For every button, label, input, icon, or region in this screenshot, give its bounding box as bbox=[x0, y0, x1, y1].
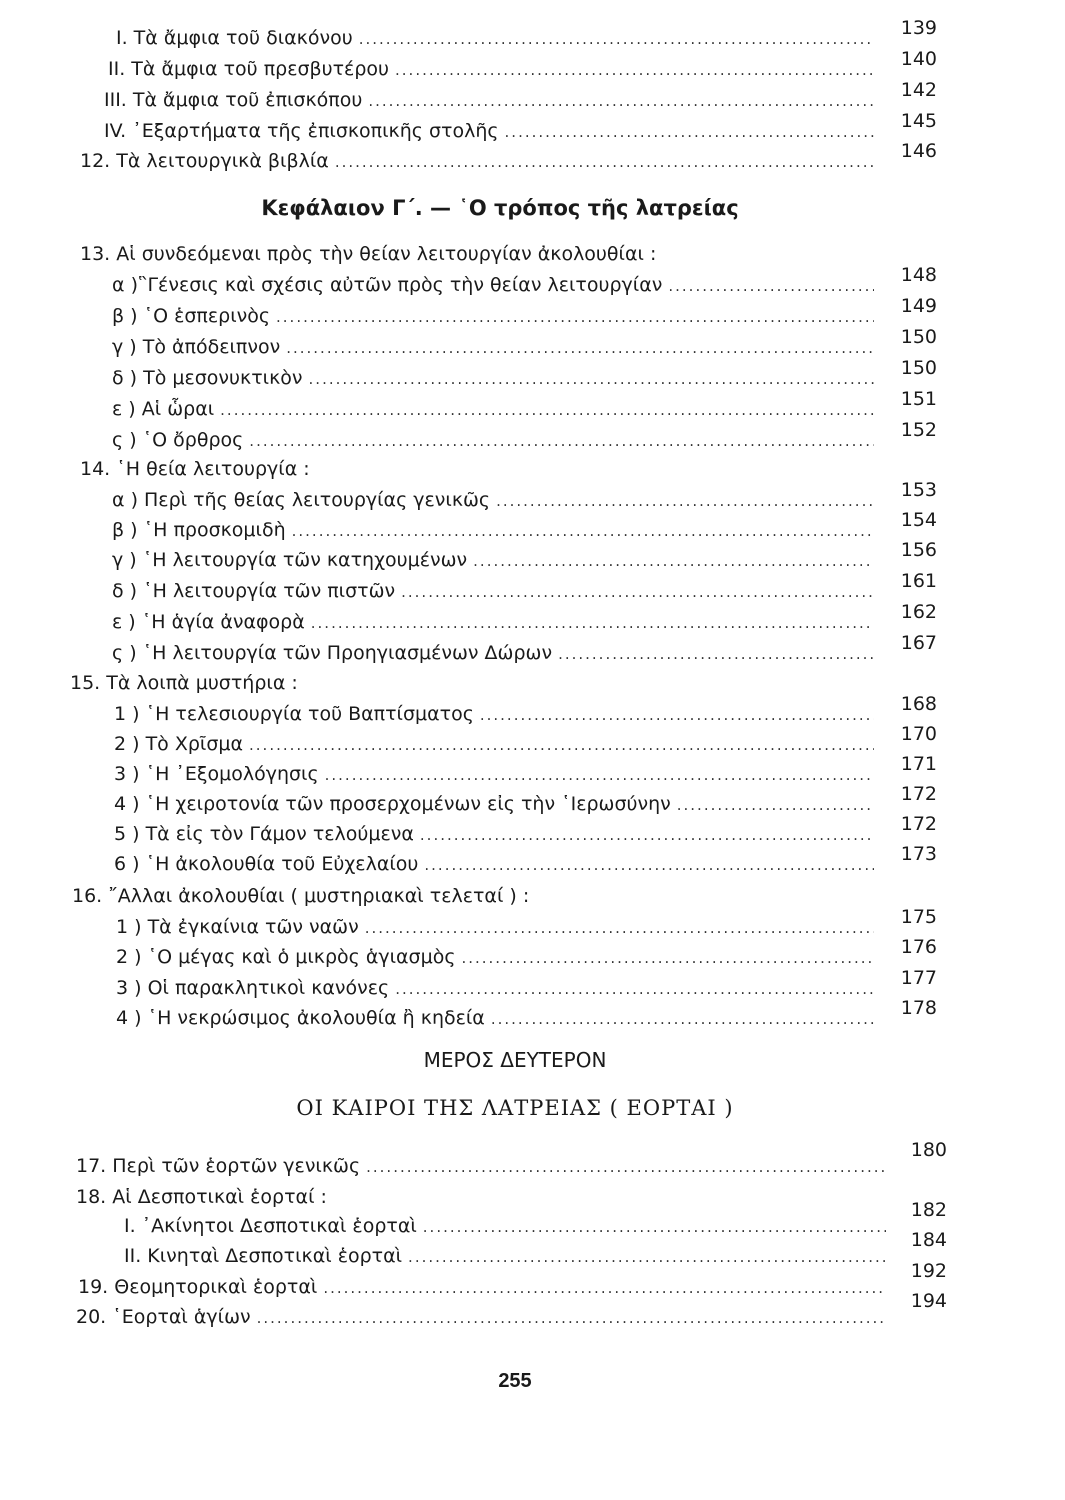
dot-leader bbox=[473, 547, 874, 575]
entry-page: 161 bbox=[900, 570, 937, 592]
dot-leader bbox=[249, 731, 874, 759]
entry-page: 172 bbox=[900, 783, 937, 805]
entry-label: ε ) Αἱ ὧραι bbox=[112, 398, 215, 420]
entry-label: γ ) Τὸ ἀπόδειπνον bbox=[112, 336, 281, 358]
entry-label: 6 ) ῾Η ἀκολουθία τοῦ Εὐχελαίου bbox=[114, 853, 419, 875]
entry-page: 148 bbox=[900, 264, 937, 286]
toc-entry bbox=[76, 1303, 886, 1331]
entry-page: 168 bbox=[900, 693, 937, 715]
dot-leader bbox=[423, 1213, 886, 1241]
entry-label: 2 ) Τὸ Χρῖσμα bbox=[114, 733, 244, 755]
page-number: 255 bbox=[498, 1370, 532, 1392]
toc-entry bbox=[114, 850, 874, 878]
entry-label: ς ) ῾Η λειτουργία τῶν Προηγιασμένων Δώρων bbox=[112, 642, 553, 664]
toc-entry bbox=[112, 577, 874, 605]
entry-page: 167 bbox=[900, 632, 937, 654]
dot-leader bbox=[257, 1304, 886, 1332]
section-label: 18. Αἱ Δεσποτικαὶ ἑορταί : bbox=[76, 1186, 327, 1208]
entry-page: 170 bbox=[900, 723, 937, 745]
dot-leader bbox=[323, 1274, 886, 1302]
entry-page: 150 bbox=[900, 326, 937, 348]
section-label: 15. Τὰ λοιπὰ μυστήρια : bbox=[70, 672, 298, 694]
dot-leader bbox=[286, 334, 874, 362]
entry-page: 175 bbox=[900, 906, 937, 928]
entry-page: 149 bbox=[900, 295, 937, 317]
toc-section bbox=[72, 882, 529, 910]
entry-label: 17. Περὶ τῶν ἑορτῶν γενικῶς bbox=[76, 1155, 361, 1177]
section-label: 13. Αἱ συνδεόμεναι πρὸς τὴν θείαν λειτουργίαν ἀκολουθίαι : bbox=[80, 243, 657, 265]
entry-label: ε ) ῾Η ἁγία ἀναφορὰ bbox=[112, 611, 305, 633]
toc-entry bbox=[112, 395, 874, 423]
toc-entry bbox=[112, 271, 874, 299]
toc-section bbox=[70, 669, 298, 697]
dot-leader bbox=[276, 303, 874, 331]
entry-label: II. Κινηταὶ Δεσποτικαὶ ἑορταὶ bbox=[124, 1245, 403, 1267]
dot-leader bbox=[401, 578, 874, 606]
toc-entry bbox=[114, 700, 874, 728]
part-title: ΟΙ ΚΑΙΡΟΙ ΤΗΣ ΛΑΤΡΕΙΑΣ ( ΕΟΡΤΑΙ ) bbox=[296, 1096, 734, 1120]
entry-label: γ ) ῾Η λειτουργία τῶν κατηχουμένων bbox=[112, 549, 468, 571]
entry-page: 142 bbox=[900, 79, 937, 101]
entry-page: 178 bbox=[900, 997, 937, 1019]
entry-label: 20. ῾Εορταὶ ἁγίων bbox=[76, 1306, 251, 1328]
dot-leader bbox=[359, 25, 874, 53]
entry-label: 1 ) ῾Η τελεσιουργία τοῦ Βαπτίσματος bbox=[114, 703, 474, 725]
entry-page: 162 bbox=[900, 601, 937, 623]
entry-page: 151 bbox=[900, 388, 937, 410]
entry-page: 154 bbox=[900, 509, 937, 531]
entry-label: 1 ) Τὰ ἐγκαίνια τῶν ναῶν bbox=[116, 916, 359, 938]
entry-page: 152 bbox=[900, 419, 937, 441]
entry-page: 150 bbox=[900, 357, 937, 379]
section-label: 14. ῾Η θεία λειτουργία : bbox=[80, 458, 310, 480]
toc-entry bbox=[114, 820, 874, 848]
entry-page: 180 bbox=[910, 1139, 947, 1161]
toc-entry bbox=[114, 760, 874, 788]
entry-label: 3 ) ῾Η ᾿Εξομολόγησις bbox=[114, 763, 319, 785]
dot-leader bbox=[249, 427, 874, 455]
entry-label: α )῝Γένεσις καὶ σχέσις αὐτῶν πρὸς τὴν θείαν λειτουργίαν bbox=[112, 274, 663, 296]
toc-section bbox=[76, 1183, 327, 1211]
toc-entry bbox=[114, 730, 874, 758]
entry-label: 12. Τὰ λειτουργικὰ βιβλία bbox=[80, 150, 329, 172]
entry-page: 171 bbox=[900, 753, 937, 775]
entry-label: ς ) ῾Ο ὄρθρος bbox=[112, 429, 244, 451]
entry-page: 184 bbox=[910, 1229, 947, 1251]
toc-entry bbox=[116, 943, 874, 971]
toc-entry bbox=[112, 546, 874, 574]
entry-page: 146 bbox=[900, 140, 937, 162]
toc-entry bbox=[112, 302, 874, 330]
toc-entry bbox=[112, 608, 874, 636]
entry-label: 4 ) ῾Η νεκρώσιμος ἀκολουθία ἢ κηδεία bbox=[116, 1007, 485, 1029]
entry-page: 140 bbox=[900, 48, 937, 70]
dot-leader bbox=[365, 914, 874, 942]
dot-leader bbox=[368, 87, 874, 115]
entry-label: 5 ) Τὰ εἰς τὸν Γάμον τελούμενα bbox=[114, 823, 414, 845]
entry-page: 176 bbox=[900, 936, 937, 958]
entry-label: 3 ) Οἱ παρακλητικοὶ κανόνες bbox=[116, 977, 390, 999]
entry-page: 172 bbox=[900, 813, 937, 835]
dot-leader bbox=[311, 609, 874, 637]
entry-label: III. Τὰ ἄμφια τοῦ ἐπισκόπου bbox=[104, 89, 363, 111]
entry-label: δ ) Τὸ μεσονυκτικὸν bbox=[112, 367, 303, 389]
toc-section bbox=[80, 455, 310, 483]
toc-entry bbox=[116, 974, 874, 1002]
entry-label: β ) ῾Η προσκομιδὴ bbox=[112, 519, 286, 541]
dot-leader bbox=[420, 821, 874, 849]
dot-leader bbox=[677, 791, 874, 819]
entry-page: 194 bbox=[910, 1290, 947, 1312]
entry-label: 19. Θεομητορικαὶ ἑορταὶ bbox=[78, 1276, 318, 1298]
entry-page: 145 bbox=[900, 110, 937, 132]
dot-leader bbox=[325, 761, 874, 789]
toc-entry bbox=[112, 364, 874, 392]
entry-label: IV. ᾿Εξαρτήματα τῆς ἐπισκοπικῆς στολῆς bbox=[104, 120, 499, 142]
entry-label: II. Τὰ ἄμφια τοῦ πρεσβυτέρου bbox=[108, 58, 390, 80]
toc-entry bbox=[112, 426, 874, 454]
dot-leader bbox=[480, 701, 874, 729]
toc-entry bbox=[108, 55, 874, 83]
entry-label: α ) Περὶ τῆς θείας λειτουργίας γενικῶς bbox=[112, 489, 491, 511]
entry-page: 182 bbox=[910, 1199, 947, 1221]
toc-entry bbox=[116, 1004, 874, 1032]
dot-leader bbox=[491, 1005, 874, 1033]
entry-label: I. Τὰ ἄμφια τοῦ διακόνου bbox=[116, 27, 353, 49]
dot-leader bbox=[395, 56, 874, 84]
entry-label: 4 ) ῾Η χειροτονία τῶν προσερχομένων εἰς τὴν ῾Ιερωσύνην bbox=[114, 793, 671, 815]
toc-entry bbox=[112, 486, 874, 514]
chapter-heading: Κεφάλαιον Γ΄. — ῾Ο τρόπος τῆς λατρείας bbox=[261, 196, 739, 220]
toc-entry bbox=[114, 790, 874, 818]
toc-entry bbox=[116, 24, 874, 52]
entry-page: 153 bbox=[900, 479, 937, 501]
toc-entry bbox=[76, 1152, 886, 1180]
dot-leader bbox=[366, 1153, 886, 1181]
dot-leader bbox=[309, 365, 874, 393]
toc-entry bbox=[104, 86, 874, 114]
toc-entry bbox=[78, 1273, 886, 1301]
toc-entry bbox=[112, 516, 874, 544]
toc-section bbox=[80, 240, 656, 268]
dot-leader bbox=[335, 148, 874, 176]
dot-leader bbox=[668, 272, 874, 300]
dot-leader bbox=[395, 975, 874, 1003]
entry-page: 156 bbox=[900, 539, 937, 561]
dot-leader bbox=[505, 118, 874, 146]
dot-leader bbox=[424, 851, 874, 879]
entry-label: δ ) ῾Η λειτουργία τῶν πιστῶν bbox=[112, 580, 396, 602]
dot-leader bbox=[461, 944, 874, 972]
toc-entry bbox=[124, 1212, 886, 1240]
toc-entry bbox=[104, 117, 874, 145]
dot-leader bbox=[408, 1243, 886, 1271]
entry-label: 2 ) ῾Ο μέγας καὶ ὁ μικρὸς ἁγιασμὸς bbox=[116, 946, 456, 968]
entry-page: 139 bbox=[900, 17, 937, 39]
entry-page: 192 bbox=[910, 1260, 947, 1282]
dot-leader bbox=[496, 487, 874, 515]
toc-entry bbox=[116, 913, 874, 941]
section-label: 16. ῎Αλλαι ἀκολουθίαι ( μυστηριακαὶ τελεταί ) : bbox=[72, 885, 530, 907]
toc-entry bbox=[112, 639, 874, 667]
entry-label: β ) ῾Ο ἑσπερινὸς bbox=[112, 305, 271, 327]
dot-leader bbox=[220, 396, 874, 424]
entry-page: 173 bbox=[900, 843, 937, 865]
part-heading: ΜΕΡΟΣ ΔΕΥΤΕΡΟΝ bbox=[423, 1048, 607, 1072]
dot-leader bbox=[558, 640, 874, 668]
dot-leader bbox=[292, 517, 874, 545]
toc-entry bbox=[124, 1242, 886, 1270]
entry-page: 177 bbox=[900, 967, 937, 989]
toc-entry bbox=[80, 147, 874, 175]
entry-label: I. ᾿Ακίνητοι Δεσποτικαὶ ἑορταὶ bbox=[124, 1215, 417, 1237]
toc-entry bbox=[112, 333, 874, 361]
